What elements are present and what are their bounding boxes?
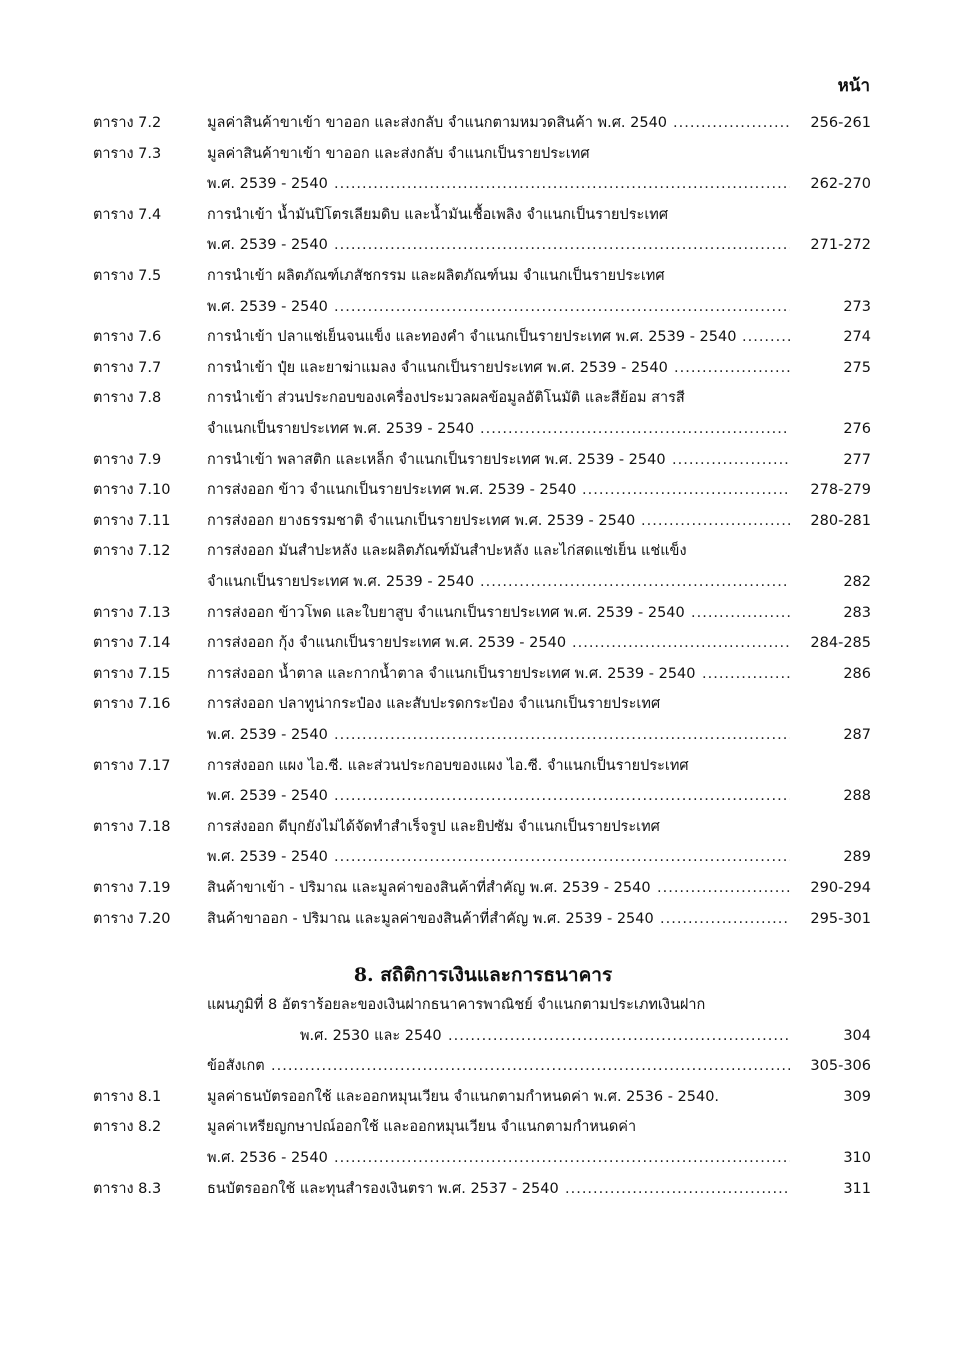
- toc-line: [0, 567, 966, 597]
- toc-entry-label: ตาราง 8.2: [93, 1119, 162, 1136]
- toc-entry-label: ตาราง 7.7: [93, 359, 162, 376]
- toc-page-number: 271-272: [810, 237, 871, 254]
- toc-entry-title: การนำเข้า ปุ๋ย และยาฆ่าแมลง จำแนกเป็นรายประเทศ พ.ศ. 2539 - 2540: [207, 359, 668, 376]
- toc-entry-title: การนำเข้า ผลิตภัณฑ์เภสัชกรรม และผลิตภัณฑ์นม จำแนกเป็นรายประเทศ: [207, 268, 665, 284]
- dot-leader: [657, 873, 790, 903]
- toc-entry-title: การส่งออก น้ำตาล และกากน้ำตาล จำแนกเป็นรายประเทศ พ.ศ. 2539 - 2540: [207, 665, 696, 682]
- dot-leader: [334, 781, 790, 811]
- toc-line: [0, 414, 966, 444]
- toc-entry-title: พ.ศ. 2539 - 2540: [207, 727, 328, 743]
- toc-line: [0, 1174, 966, 1204]
- toc-entry-label: ตาราง 8.3: [93, 1180, 162, 1197]
- toc-page-number: 283: [843, 604, 871, 621]
- toc-entry-label: ตาราง 7.13: [93, 604, 171, 621]
- toc-line: [0, 1082, 966, 1112]
- toc-line: [0, 1143, 966, 1173]
- toc-page-number: 286: [843, 665, 871, 682]
- toc-entry-label: ตาราง 7.15: [93, 665, 171, 682]
- toc-page-number: 274: [843, 329, 871, 346]
- toc-entry-title: การส่งออก กุ้ง จำแนกเป็นรายประเทศ พ.ศ. 2539 - 2540: [207, 635, 567, 652]
- toc-line: [0, 169, 966, 199]
- toc-page-number: 280-281: [810, 512, 871, 529]
- toc-page-number: 278-279: [810, 482, 871, 499]
- toc-entry-title: พ.ศ. 2539 - 2540: [207, 298, 328, 315]
- dot-leader: [334, 292, 790, 322]
- dot-leader: [673, 108, 790, 138]
- toc-entry-title: สินค้าขาเข้า - ปริมาณ และมูลค่าของสินค้าที่สำคัญ พ.ศ. 2539 - 2540: [207, 880, 651, 896]
- toc-page-number: 311: [843, 1180, 871, 1197]
- toc-entry-title: การนำเข้า พลาสติก และเหล็ก จำแนกเป็นรายประเทศ พ.ศ. 2539 - 2540: [207, 451, 666, 468]
- toc-entry-label: ตาราง 8.1: [93, 1088, 162, 1105]
- toc-entry-title: การส่งออก ยางธรรมชาติ จำแนกเป็นรายประเทศ พ.ศ. 2539 - 2540: [207, 512, 636, 529]
- dot-leader: [334, 1143, 790, 1173]
- dot-leader: [674, 353, 790, 383]
- toc-line: [0, 139, 966, 169]
- dot-leader: [660, 904, 790, 934]
- toc-entry-label: ตาราง 7.3: [93, 145, 162, 162]
- toc-entry-title: จำแนกเป็นรายประเทศ พ.ศ. 2539 - 2540: [207, 574, 475, 590]
- toc-line: [0, 1112, 966, 1142]
- toc-line: [0, 781, 966, 811]
- toc-entry-label: ตาราง 7.4: [93, 206, 162, 223]
- toc-line: [0, 353, 966, 383]
- toc-line: [0, 200, 966, 230]
- dot-leader: [334, 230, 790, 260]
- toc-page-number: 305-306: [810, 1058, 871, 1075]
- toc-entry-title: การส่งออก ดีบุกยังไม่ได้จัดทำสำเร็จรูป และยิปซัม จำแนกเป็นรายประเทศ: [207, 818, 660, 835]
- toc-line: [0, 322, 966, 352]
- toc-page-number: 287: [843, 727, 871, 743]
- toc-line: [0, 445, 966, 475]
- dot-leader: [334, 720, 790, 750]
- toc-entry-label: ตาราง 7.2: [93, 115, 162, 131]
- toc-entry-title: การส่งออก มันสำปะหลัง และผลิตภัณฑ์มันสำปะหลัง และไก่สดแช่เย็น แช่แข็ง: [207, 543, 687, 560]
- toc-entry-title: มูลค่าธนบัตรออกใช้ และออกหมุนเวียน จำแนกตามกำหนดค่า พ.ศ. 2536 - 2540.: [207, 1088, 720, 1105]
- section-8-title: 8. สถิติการเงินและการธนาคาร: [353, 964, 613, 986]
- toc-entry-title: พ.ศ. 2539 - 2540: [207, 237, 328, 254]
- toc-entry-title: มูลค่าสินค้าขาเข้า ขาออก และส่งกลับ จำแนกตามหมวดสินค้า พ.ศ. 2540: [207, 115, 668, 131]
- toc-line: [0, 230, 966, 260]
- toc-line: [0, 873, 966, 903]
- toc-entry-title: พ.ศ. 2536 - 2540: [207, 1150, 328, 1166]
- page-column-header: หน้า: [837, 76, 870, 96]
- dot-leader: [572, 628, 790, 658]
- dot-leader: [582, 475, 790, 505]
- toc-line: [0, 261, 966, 291]
- toc-line: [0, 990, 966, 1020]
- dot-leader: [641, 506, 790, 536]
- toc-page-number: 304: [843, 1027, 871, 1044]
- toc-entry-label: ตาราง 7.16: [93, 696, 171, 713]
- dot-leader: [271, 1051, 790, 1081]
- toc-entry-title: มูลค่าเหรียญกษาปณ์ออกใช้ และออกหมุนเวียน จำแนกตามกำหนดค่า: [207, 1119, 637, 1136]
- toc-entry-label: ตาราง 7.10: [93, 482, 171, 499]
- toc-entry-label: ตาราง 7.20: [93, 910, 171, 927]
- dot-leader: [448, 1021, 790, 1051]
- toc-entry-label: ตาราง 7.6: [93, 329, 162, 346]
- toc-entry-title: การนำเข้า ส่วนประกอบของเครื่องประมวลผลข้อมูลอัติโนมัติ และสีย้อม สารสี: [207, 390, 685, 407]
- toc-line: [0, 598, 966, 628]
- toc-entry-title: พ.ศ. 2539 - 2540: [207, 849, 328, 866]
- toc-line: [0, 812, 966, 842]
- toc-line: [0, 506, 966, 536]
- toc-line: [0, 751, 966, 781]
- toc-line: [0, 1021, 966, 1051]
- dot-leader: [742, 322, 790, 352]
- toc-entry-label: ตาราง 7.12: [93, 543, 171, 560]
- toc-line: [0, 659, 966, 689]
- toc-entry-title: การนำเข้า ปลาแช่เย็นจนแข็ง และทองคำ จำแนกเป็นรายประเทศ พ.ศ. 2539 - 2540: [207, 329, 737, 346]
- toc-page-number: 309: [843, 1088, 871, 1105]
- toc-page-number: 277: [843, 451, 871, 468]
- toc-page-number: 273: [843, 298, 871, 315]
- toc-page-number: 256-261: [810, 115, 871, 131]
- toc-entry-label: ตาราง 7.17: [93, 757, 171, 774]
- toc-entry-label: ตาราง 7.11: [93, 512, 171, 529]
- dot-leader: [480, 567, 790, 597]
- toc-entry-label: ตาราง 7.9: [93, 451, 162, 468]
- dot-leader: [672, 445, 790, 475]
- toc-line: [0, 536, 966, 566]
- toc-entry-title: แผนภูมิที่ 8 อัตราร้อยละของเงินฝากธนาคารพาณิชย์ จำแนกตามประเภทเงินฝาก: [207, 997, 706, 1013]
- toc-entry-label: ตาราง 7.8: [93, 390, 162, 407]
- toc-entry-title: มูลค่าสินค้าขาเข้า ขาออก และส่งกลับ จำแนกเป็นรายประเทศ: [207, 145, 590, 162]
- toc-page-number: 262-270: [810, 176, 871, 193]
- toc-entry-label: ตาราง 7.18: [93, 818, 171, 835]
- toc-entry-label: ตาราง 7.5: [93, 268, 162, 284]
- toc-page-number: 275: [843, 359, 871, 376]
- toc-page-number: 295-301: [810, 910, 871, 927]
- toc-entry-title: การส่งออก ข้าวโพด และใบยาสูบ จำแนกเป็นรายประเทศ พ.ศ. 2539 - 2540: [207, 604, 685, 621]
- toc-page-number: 284-285: [810, 635, 871, 652]
- toc-line: [0, 108, 966, 138]
- toc-page-number: 289: [843, 849, 871, 866]
- toc-entry-title: สินค้าขาออก - ปริมาณ และมูลค่าของสินค้าที่สำคัญ พ.ศ. 2539 - 2540: [207, 910, 654, 927]
- toc-entry-title: การส่งออก แผง ไอ.ซี. และส่วนประกอบของแผง ไอ.ซี. จำแนกเป็นรายประเทศ: [207, 757, 689, 774]
- toc-line: [0, 628, 966, 658]
- toc-entry-title: การส่งออก ข้าว จำแนกเป็นรายประเทศ พ.ศ. 2539 - 2540: [207, 482, 577, 499]
- toc-page-number: 310: [843, 1150, 871, 1166]
- toc-line: [0, 842, 966, 872]
- toc-entry-title: พ.ศ. 2539 - 2540: [207, 176, 328, 193]
- dot-leader: [691, 598, 790, 628]
- toc-entry-title: ข้อสังเกต: [207, 1058, 265, 1075]
- toc-page-number: 282: [843, 574, 871, 590]
- toc-line: [0, 383, 966, 413]
- toc-line: [0, 292, 966, 322]
- toc-entry-title: ธนบัตรออกใช้ และทุนสำรองเงินตรา พ.ศ. 2537 - 2540: [207, 1180, 559, 1197]
- toc-entry-label: ตาราง 7.19: [93, 880, 171, 896]
- toc-entry-title: การส่งออก ปลาทูน่ากระป๋อง และสับปะรดกระป๋อง จำแนกเป็นรายประเทศ: [207, 696, 661, 713]
- toc-entry-title: จำแนกเป็นรายประเทศ พ.ศ. 2539 - 2540: [207, 421, 475, 437]
- toc-page-number: 288: [843, 788, 871, 805]
- toc-line: [0, 1051, 966, 1081]
- toc-line: [0, 689, 966, 719]
- toc-page-number: 290-294: [810, 880, 871, 896]
- toc-entry-title: พ.ศ. 2539 - 2540: [207, 788, 328, 805]
- toc-entry-label: ตาราง 7.14: [93, 635, 171, 652]
- toc-page-number: 276: [843, 421, 871, 437]
- toc-line: [0, 720, 966, 750]
- dot-leader: [565, 1174, 790, 1204]
- dot-leader: [480, 414, 790, 444]
- dot-leader: [334, 842, 790, 872]
- dot-leader: [334, 169, 790, 199]
- toc-line: [0, 475, 966, 505]
- dot-leader: [702, 659, 790, 689]
- toc-line: [0, 904, 966, 934]
- toc-entry-title: การนำเข้า น้ำมันปิโตรเลียมดิบ และน้ำมันเชื้อเพลิง จำแนกเป็นรายประเทศ: [207, 206, 669, 223]
- toc-entry-title: พ.ศ. 2530 และ 2540: [300, 1027, 442, 1044]
